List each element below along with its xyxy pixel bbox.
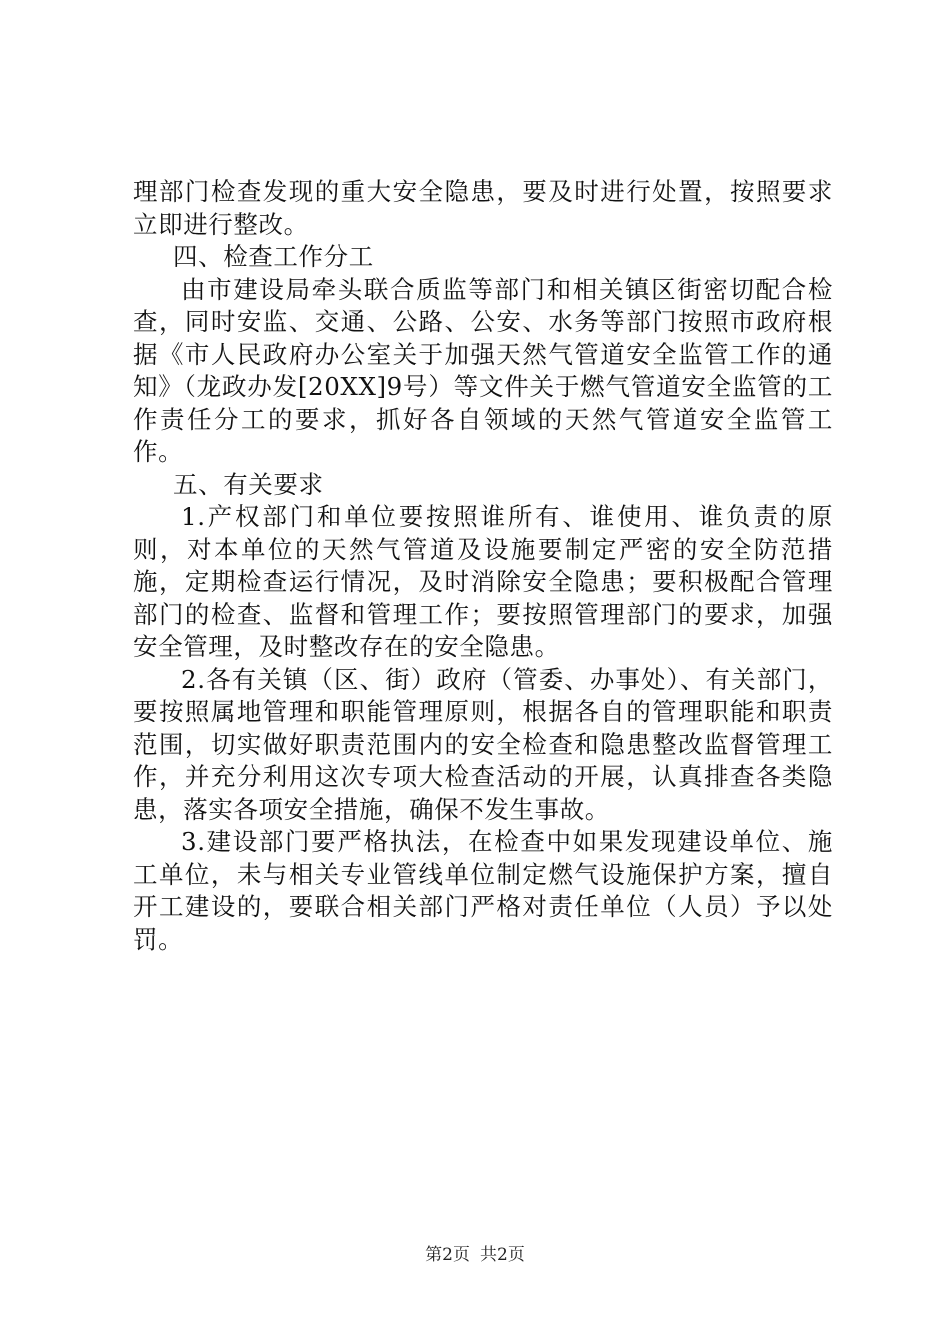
document-body	[133, 176, 833, 956]
page-total: 共2页	[480, 1245, 525, 1265]
paragraph-continuation: 理部门检查发现的重大安全隐患，要及时进行处置，按照要求立即进行整改。	[133, 177, 833, 239]
paragraph-work-division: 由市建设局牵头联合质监等部门和相关镇区街密切配合检查，同时安监、交通、公路、公安、水务等部门按照市政府根据《市人民政府办公室关于加强天然气管道安全监管工作的通知》（龙政办发[20XX]9号）等文件关于燃气管道安全监管的工作责任分工的要求，抓好各自领域的天然气管道安全监管工作。	[133, 274, 833, 466]
section-heading-requirements: 五、有关要求	[173, 469, 324, 499]
paragraph-requirement-1: 1.产权部门和单位要按照谁所有、谁使用、谁负责的原则，对本单位的天然气管道及设施要制定严密的安全防范措施，定期检查运行情况，及时消除安全隐患；要积极配合管理部门的检查、监督和管理工作；要按照管理部门的要求，加强安全管理，及时整改存在的安全隐患。	[133, 502, 833, 661]
page-footer	[0, 1244, 950, 1266]
section-heading-work-division: 四、检查工作分工	[173, 242, 374, 271]
paragraph-requirement-2: 2.各有关镇（区、街）政府（管委、办事处）、有关部门，要按照属地管理和职能管理原则，根据各自的管理职能和职责范围，切实做好职责范围内的安全检查和隐患整改监督管理工作，并充分利用这次专项大检查活动的开展，认真排查各类隐患，落实各项安全措施，确保不发生事故。	[133, 664, 833, 824]
paragraph-requirement-3: 3.建设部门要严格执法，在检查中如果发现建设单位、施工单位，未与相关专业管线单位制定燃气设施保护方案，擅自开工建设的，要联合相关部门严格对责任单位（人员）予以处罚。	[133, 827, 833, 954]
page-number: 第2页	[425, 1245, 470, 1265]
